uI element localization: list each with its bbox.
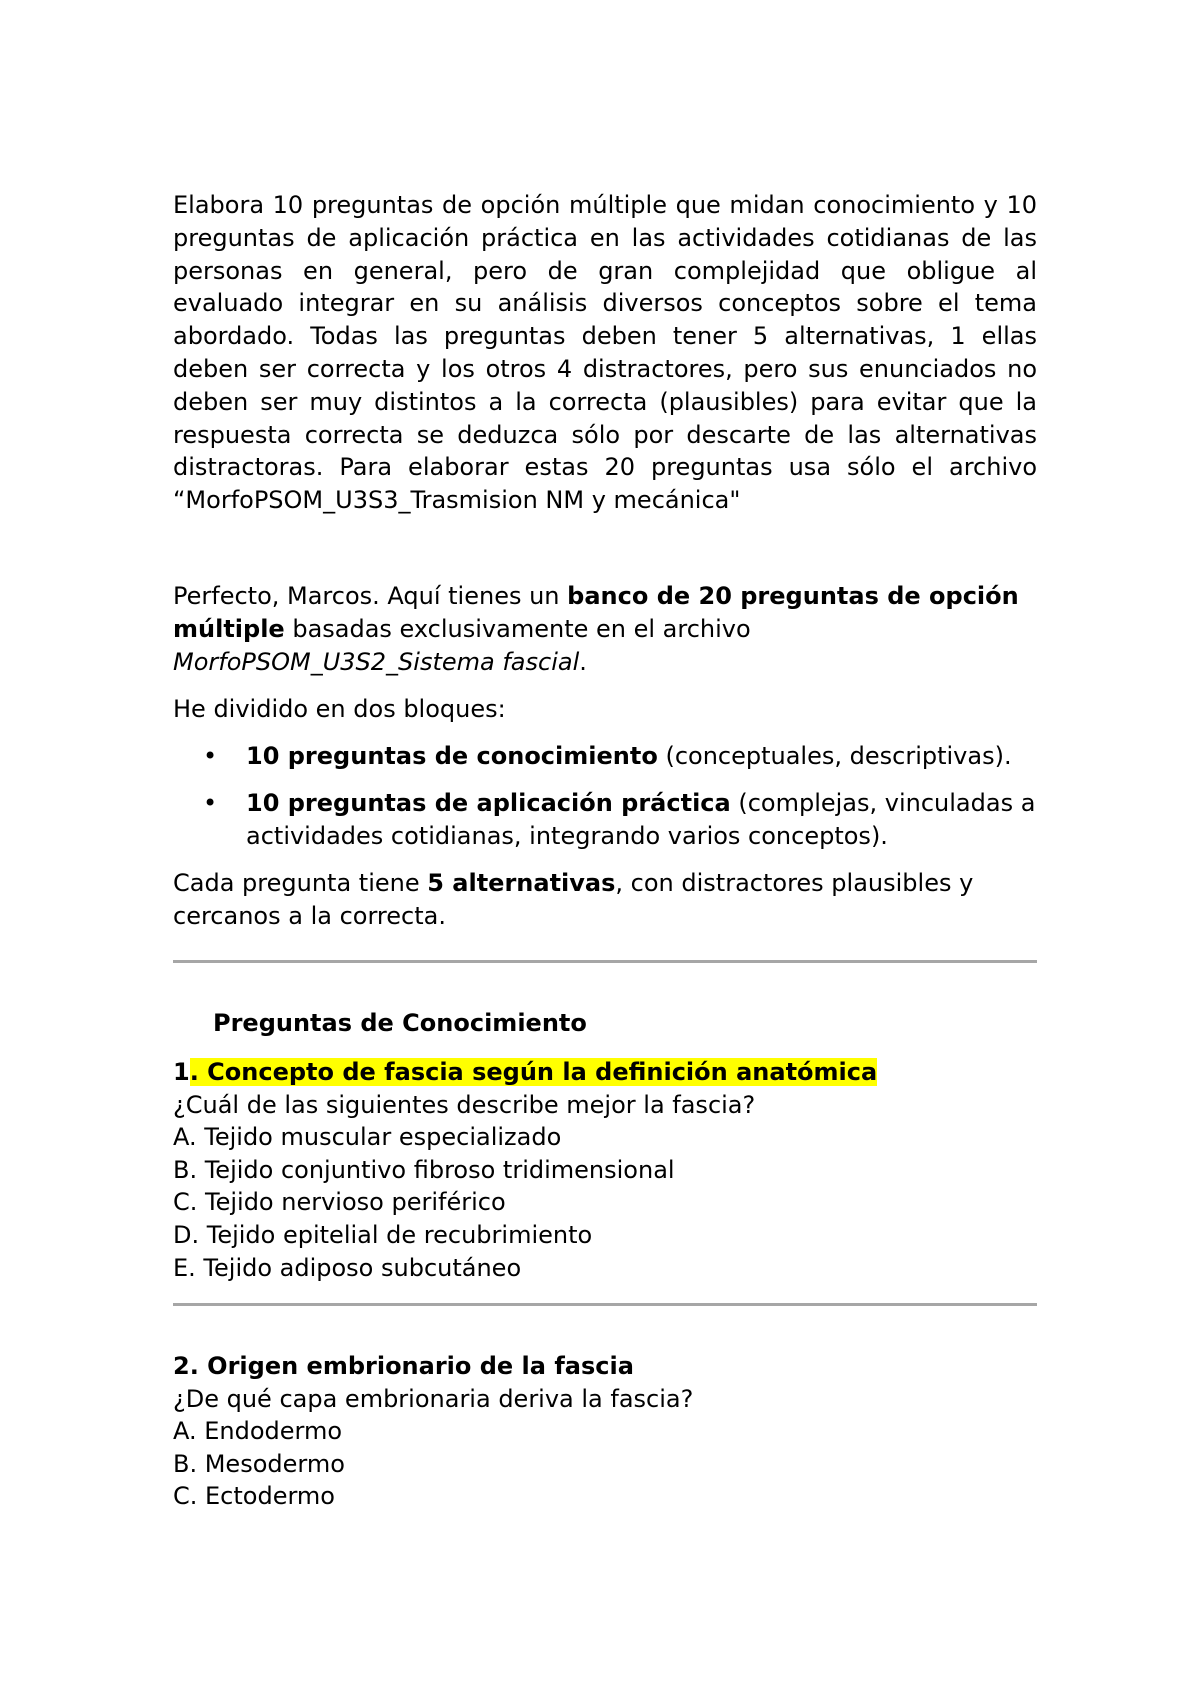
question-title (173, 1056, 1037, 1089)
question-heading: . Concepto de fascia según la definición anatómica (189, 1058, 878, 1086)
user-prompt: Elabora 10 preguntas de opción múltiple que midan conocimiento y 10 preguntas de aplicación práctica en las actividades cotidianas de las personas en general, pero de gran complejidad que obligue al evaluado integrar en su análisis diversos conceptos sobre el tema abordado. Todas las preguntas deben tener 5 alternativas, 1 ellas deben ser correcta y los otros 4 distractores, pero sus enunciados no deben ser muy distintos a la correcta (plausibles) para evitar que la respuesta correcta se deduzca sólo por descarte de las alternativas distractoras. Para elaborar estas 20 preguntas usa sólo el archivo “MorfoPSOM_U3S3_Trasmision NM y mecánica" (173, 191, 1037, 515)
block-rest: (conceptuales, descriptivas). (657, 742, 1012, 770)
section-divider (173, 960, 1037, 963)
option-b: B. Mesodermo (173, 1449, 345, 1478)
intro-bold: banco de 20 preguntas de opción múltiple (173, 582, 1019, 643)
block-rest: (complejas, vinculadas a actividades cotidianas, integrando varios conceptos). (246, 789, 1036, 850)
list-item (173, 740, 1037, 773)
intro-mid: basadas exclusivamente en el archivo (284, 615, 751, 643)
question-divider (173, 1303, 1037, 1306)
question-heading: . Origen embrionario de la fascia (189, 1352, 634, 1380)
intro-text: Perfecto, Marcos. Aquí tienes un (173, 582, 568, 610)
blocks-list (173, 740, 1037, 853)
block-bold: 10 preguntas de aplicación práctica (246, 789, 731, 817)
each-end: , con distractores plausibles y cercanos a la correcta. (173, 869, 974, 930)
intro-end: . (579, 648, 587, 676)
option-b: B. Tejido conjuntivo fibroso tridimensional (173, 1155, 675, 1184)
question-2 (173, 1350, 1037, 1513)
option-e: E. Tejido adiposo subcutáneo (173, 1253, 522, 1282)
bullet-icon: • (203, 742, 218, 770)
question-1 (173, 1056, 1037, 1284)
intro-file: MorfoPSOM_U3S2_Sistema fascial (173, 648, 580, 676)
question-title (173, 1350, 1037, 1383)
each-question-note (173, 867, 1037, 933)
question-number: 2 (173, 1352, 190, 1380)
question-number: 1 (173, 1058, 190, 1086)
question-stem: ¿De qué capa embrionaria deriva la fascia? (173, 1384, 694, 1413)
each-text: Cada pregunta tiene (173, 869, 428, 897)
assistant-reply (173, 580, 1037, 933)
option-c: C. Ectodermo (173, 1482, 335, 1511)
section-title: Preguntas de Conocimiento (213, 1009, 587, 1037)
question-stem: ¿Cuál de las siguientes describe mejor la fascia? (173, 1090, 756, 1119)
option-d: D. Tejido epitelial de recubrimiento (173, 1220, 593, 1249)
bullet-icon: • (203, 789, 218, 817)
option-a: A. Tejido muscular especializado (173, 1123, 562, 1152)
block-bold: 10 preguntas de conocimiento (246, 742, 658, 770)
reply-intro (173, 580, 1037, 679)
list-item (173, 787, 1037, 853)
option-c: C. Tejido nervioso periférico (173, 1188, 506, 1217)
option-a: A. Endodermo (173, 1417, 343, 1446)
each-bold: 5 alternativas (427, 869, 616, 897)
blocks-intro: He dividido en dos bloques: (173, 695, 506, 723)
